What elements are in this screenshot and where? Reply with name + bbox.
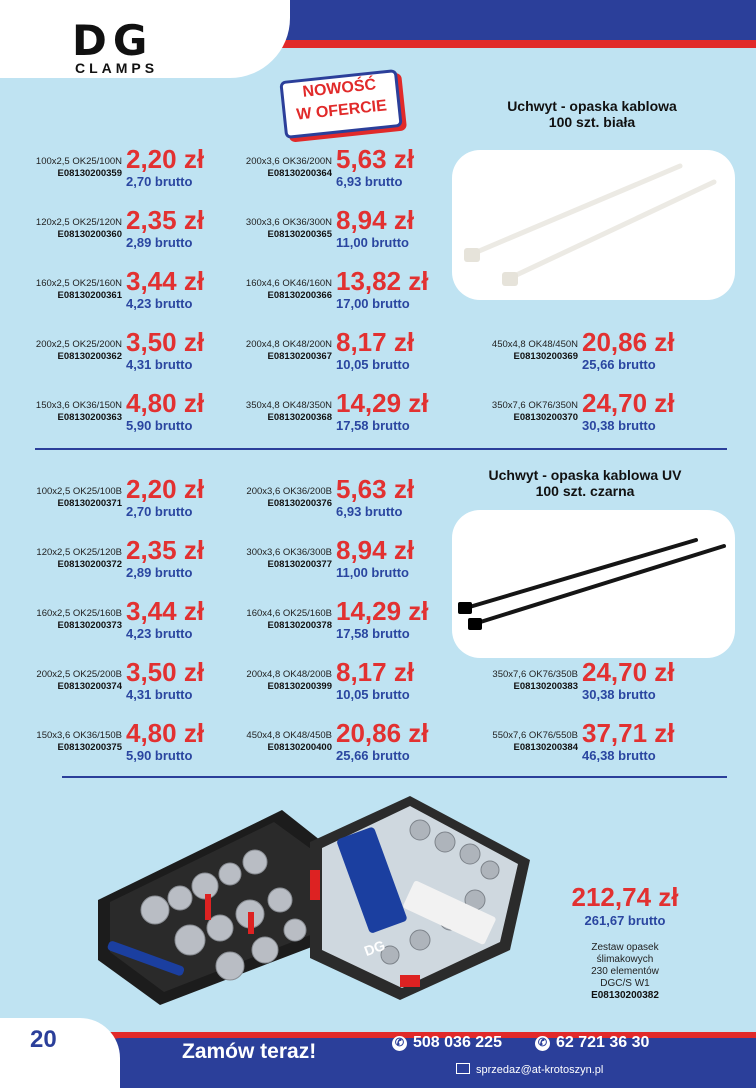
price-item bbox=[28, 657, 238, 707]
item-code: E08130200369 bbox=[513, 351, 578, 362]
item-size: 300x3,6 OK36/300N bbox=[245, 217, 332, 228]
item-net-price: 8,94 zł bbox=[336, 205, 415, 235]
item-code: E08130200363 bbox=[57, 412, 122, 423]
kit-net-price: 212,74 zł bbox=[571, 882, 679, 912]
item-gross-price: 10,05 brutto bbox=[336, 357, 410, 372]
item-gross-price: 17,58 brutto bbox=[336, 626, 410, 641]
section-title-white bbox=[472, 98, 712, 130]
item-gross-price: 17,58 brutto bbox=[336, 418, 410, 433]
item-net-price: 2,20 zł bbox=[126, 144, 205, 174]
kit-desc-line2: ślimakowych bbox=[596, 954, 654, 965]
item-net-price: 3,44 zł bbox=[126, 266, 205, 296]
item-gross-price: 25,66 brutto bbox=[582, 357, 656, 372]
phone-2-number: 62 721 36 30 bbox=[556, 1034, 650, 1051]
section-divider-1 bbox=[35, 448, 727, 450]
price-item bbox=[28, 718, 238, 768]
dg-clamps-logo bbox=[72, 16, 182, 76]
item-net-price: 4,80 zł bbox=[126, 388, 205, 418]
item-gross-price: 11,00 brutto bbox=[336, 235, 409, 250]
kit-price bbox=[560, 882, 690, 928]
item-net-price: 37,71 zł bbox=[582, 718, 675, 748]
price-item bbox=[28, 205, 238, 255]
item-code: E08130200368 bbox=[267, 412, 332, 423]
price-item bbox=[484, 718, 694, 768]
item-gross-price: 11,00 brutto bbox=[336, 565, 409, 580]
clamp-kit-photo bbox=[70, 790, 550, 1005]
item-net-price: 3,44 zł bbox=[126, 596, 205, 626]
item-gross-price: 5,90 brutto bbox=[126, 748, 193, 763]
section-title-black-line2: 100 szt. czarna bbox=[535, 483, 635, 499]
logo-main: DG bbox=[72, 16, 154, 65]
item-gross-price: 4,31 brutto bbox=[126, 357, 193, 372]
item-code: E08130200359 bbox=[57, 168, 122, 179]
price-item bbox=[28, 327, 238, 377]
item-size: 160x2,5 OK25/160N bbox=[35, 278, 122, 289]
item-code: E08130200366 bbox=[267, 290, 332, 301]
item-size: 100x2,5 OK25/100N bbox=[35, 156, 122, 167]
item-net-price: 3,50 zł bbox=[126, 327, 205, 357]
price-item bbox=[484, 388, 694, 438]
item-gross-price: 25,66 brutto bbox=[336, 748, 410, 763]
item-gross-price: 4,23 brutto bbox=[126, 296, 193, 311]
item-code: E08130200364 bbox=[267, 168, 332, 179]
badge-line-2: W OFERCIE bbox=[295, 97, 388, 124]
item-net-price: 8,94 zł bbox=[336, 535, 415, 565]
item-code: E08130200374 bbox=[57, 681, 122, 692]
item-size: 450x4,8 OK48/450N bbox=[491, 339, 578, 350]
item-net-price: 20,86 zł bbox=[582, 327, 675, 357]
item-net-price: 13,82 zł bbox=[336, 266, 429, 296]
item-size: 200x4,8 OK48/200N bbox=[245, 339, 332, 350]
price-item bbox=[28, 474, 238, 524]
item-size: 120x2,5 OK25/120N bbox=[35, 217, 122, 228]
item-net-price: 8,17 zł bbox=[336, 657, 415, 687]
item-gross-price: 4,23 brutto bbox=[126, 626, 193, 641]
item-gross-price: 30,38 brutto bbox=[582, 418, 656, 433]
item-size: 160x4,6 OK25/160B bbox=[246, 608, 332, 619]
kit-description bbox=[560, 942, 690, 1002]
section-title-white-line1: Uchwyt - opaska kablowa bbox=[507, 98, 677, 114]
order-now-label: Zamów teraz! bbox=[182, 1040, 317, 1063]
item-net-price: 14,29 zł bbox=[336, 596, 429, 626]
price-item bbox=[238, 596, 448, 646]
item-gross-price: 6,93 brutto bbox=[336, 174, 403, 189]
envelope-icon bbox=[456, 1063, 470, 1074]
item-gross-price: 2,89 brutto bbox=[126, 565, 193, 580]
kit-desc-line4: DGC/S W1 bbox=[600, 978, 650, 989]
section-title-black-line1: Uchwyt - opaska kablowa UV bbox=[488, 467, 682, 483]
page-number: 20 bbox=[30, 1026, 57, 1053]
kit-gross-price: 261,67 brutto bbox=[584, 913, 666, 928]
price-item bbox=[28, 535, 238, 585]
black-cable-ties-photo bbox=[452, 510, 735, 658]
item-net-price: 5,63 zł bbox=[336, 144, 415, 174]
price-item bbox=[238, 657, 448, 707]
item-code: E08130200376 bbox=[267, 498, 332, 509]
item-size: 450x4,8 OK48/450B bbox=[246, 730, 332, 741]
footer-page-panel bbox=[0, 1018, 120, 1088]
price-item bbox=[238, 388, 448, 438]
price-item bbox=[238, 205, 448, 255]
price-item bbox=[28, 596, 238, 646]
item-code: E08130200360 bbox=[57, 229, 122, 240]
item-gross-price: 10,05 brutto bbox=[336, 687, 410, 702]
price-item bbox=[238, 327, 448, 377]
section-title-black bbox=[465, 467, 705, 499]
item-net-price: 8,17 zł bbox=[336, 327, 415, 357]
price-item bbox=[28, 388, 238, 438]
item-net-price: 3,50 zł bbox=[126, 657, 205, 687]
price-item bbox=[28, 266, 238, 316]
logo-sub: CLAMPS bbox=[75, 60, 159, 76]
item-gross-price: 2,70 brutto bbox=[126, 504, 193, 519]
item-gross-price: 46,38 brutto bbox=[582, 748, 656, 763]
price-item bbox=[484, 657, 694, 707]
phone-icon: ✆ bbox=[392, 1036, 407, 1051]
item-size: 160x4,6 OK46/160N bbox=[245, 278, 332, 289]
item-size: 150x3,6 OK36/150N bbox=[35, 400, 122, 411]
item-size: 200x3,6 OK36/200N bbox=[245, 156, 332, 167]
item-code: E08130200361 bbox=[57, 290, 122, 301]
phone-icon: ✆ bbox=[535, 1036, 550, 1051]
item-code: E08130200371 bbox=[57, 498, 122, 509]
item-size: 350x7,6 OK76/350N bbox=[491, 400, 578, 411]
item-net-price: 2,20 zł bbox=[126, 474, 205, 504]
item-code: E08130200362 bbox=[57, 351, 122, 362]
item-gross-price: 17,00 brutto bbox=[336, 296, 410, 311]
kit-case-logo: DG bbox=[361, 936, 388, 960]
price-item bbox=[238, 266, 448, 316]
item-net-price: 5,63 zł bbox=[336, 474, 415, 504]
item-size: 200x2,5 OK25/200B bbox=[36, 669, 122, 680]
white-cable-ties-photo bbox=[452, 150, 735, 300]
item-net-price: 20,86 zł bbox=[336, 718, 429, 748]
item-net-price: 4,80 zł bbox=[126, 718, 205, 748]
item-code: E08130200367 bbox=[267, 351, 332, 362]
item-size: 120x2,5 OK25/120B bbox=[36, 547, 122, 558]
item-gross-price: 5,90 brutto bbox=[126, 418, 193, 433]
item-size: 150x3,6 OK36/150B bbox=[36, 730, 122, 741]
item-size: 350x7,6 OK76/350B bbox=[492, 669, 578, 680]
kit-code: E08130200382 bbox=[591, 990, 659, 1001]
item-size: 300x3,6 OK36/300B bbox=[246, 547, 332, 558]
item-size: 200x2,5 OK25/200N bbox=[35, 339, 122, 350]
item-code: E08130200370 bbox=[513, 412, 578, 423]
item-gross-price: 30,38 brutto bbox=[582, 687, 656, 702]
item-code: E08130200378 bbox=[267, 620, 332, 631]
item-code: E08130200373 bbox=[57, 620, 122, 631]
kit-desc-line1: Zestaw opasek bbox=[591, 942, 659, 953]
header-red-stripe bbox=[275, 40, 756, 48]
black-cable-ties-image bbox=[452, 510, 735, 658]
item-net-price: 24,70 zł bbox=[582, 388, 675, 418]
item-code: E08130200384 bbox=[513, 742, 578, 753]
clamp-kit-image bbox=[70, 790, 550, 1005]
item-net-price: 2,35 zł bbox=[126, 205, 205, 235]
item-net-price: 14,29 zł bbox=[336, 388, 429, 418]
price-item bbox=[238, 718, 448, 768]
badge-line-1: NOWOŚĆ bbox=[301, 76, 377, 101]
section-divider-2 bbox=[62, 776, 727, 778]
item-code: E08130200377 bbox=[267, 559, 332, 570]
section-title-white-line2: 100 szt. biała bbox=[548, 114, 636, 130]
item-code: E08130200399 bbox=[267, 681, 332, 692]
header-blue-band bbox=[275, 0, 756, 40]
item-size: 550x7,6 OK76/550B bbox=[492, 730, 578, 741]
item-code: E08130200375 bbox=[57, 742, 122, 753]
price-item bbox=[28, 144, 238, 194]
email-link[interactable] bbox=[456, 1063, 603, 1076]
item-code: E08130200400 bbox=[267, 742, 332, 753]
item-net-price: 2,35 zł bbox=[126, 535, 205, 565]
item-code: E08130200365 bbox=[267, 229, 332, 240]
item-size: 200x3,6 OK36/200B bbox=[246, 486, 332, 497]
email-address: sprzedaz@at-krotoszyn.pl bbox=[476, 1064, 604, 1076]
new-in-offer-badge bbox=[279, 69, 402, 139]
item-gross-price: 2,89 brutto bbox=[126, 235, 193, 250]
item-size: 350x4,8 OK48/350N bbox=[245, 400, 332, 411]
item-code: E08130200372 bbox=[57, 559, 122, 570]
white-cable-ties-image bbox=[452, 150, 735, 300]
price-item bbox=[238, 144, 448, 194]
item-net-price: 24,70 zł bbox=[582, 657, 675, 687]
phone-1[interactable] bbox=[392, 1034, 502, 1052]
kit-desc-line3: 230 elementów bbox=[591, 966, 659, 977]
price-item bbox=[238, 474, 448, 524]
phone-2[interactable] bbox=[535, 1034, 649, 1052]
item-code: E08130200383 bbox=[513, 681, 578, 692]
item-size: 100x2,5 OK25/100B bbox=[36, 486, 122, 497]
price-item bbox=[484, 327, 694, 377]
item-gross-price: 2,70 brutto bbox=[126, 174, 193, 189]
item-size: 160x2,5 OK25/160B bbox=[36, 608, 122, 619]
price-item bbox=[238, 535, 448, 585]
item-gross-price: 4,31 brutto bbox=[126, 687, 193, 702]
item-size: 200x4,8 OK48/200B bbox=[246, 669, 332, 680]
phone-1-number: 508 036 225 bbox=[413, 1034, 502, 1051]
item-gross-price: 6,93 brutto bbox=[336, 504, 403, 519]
